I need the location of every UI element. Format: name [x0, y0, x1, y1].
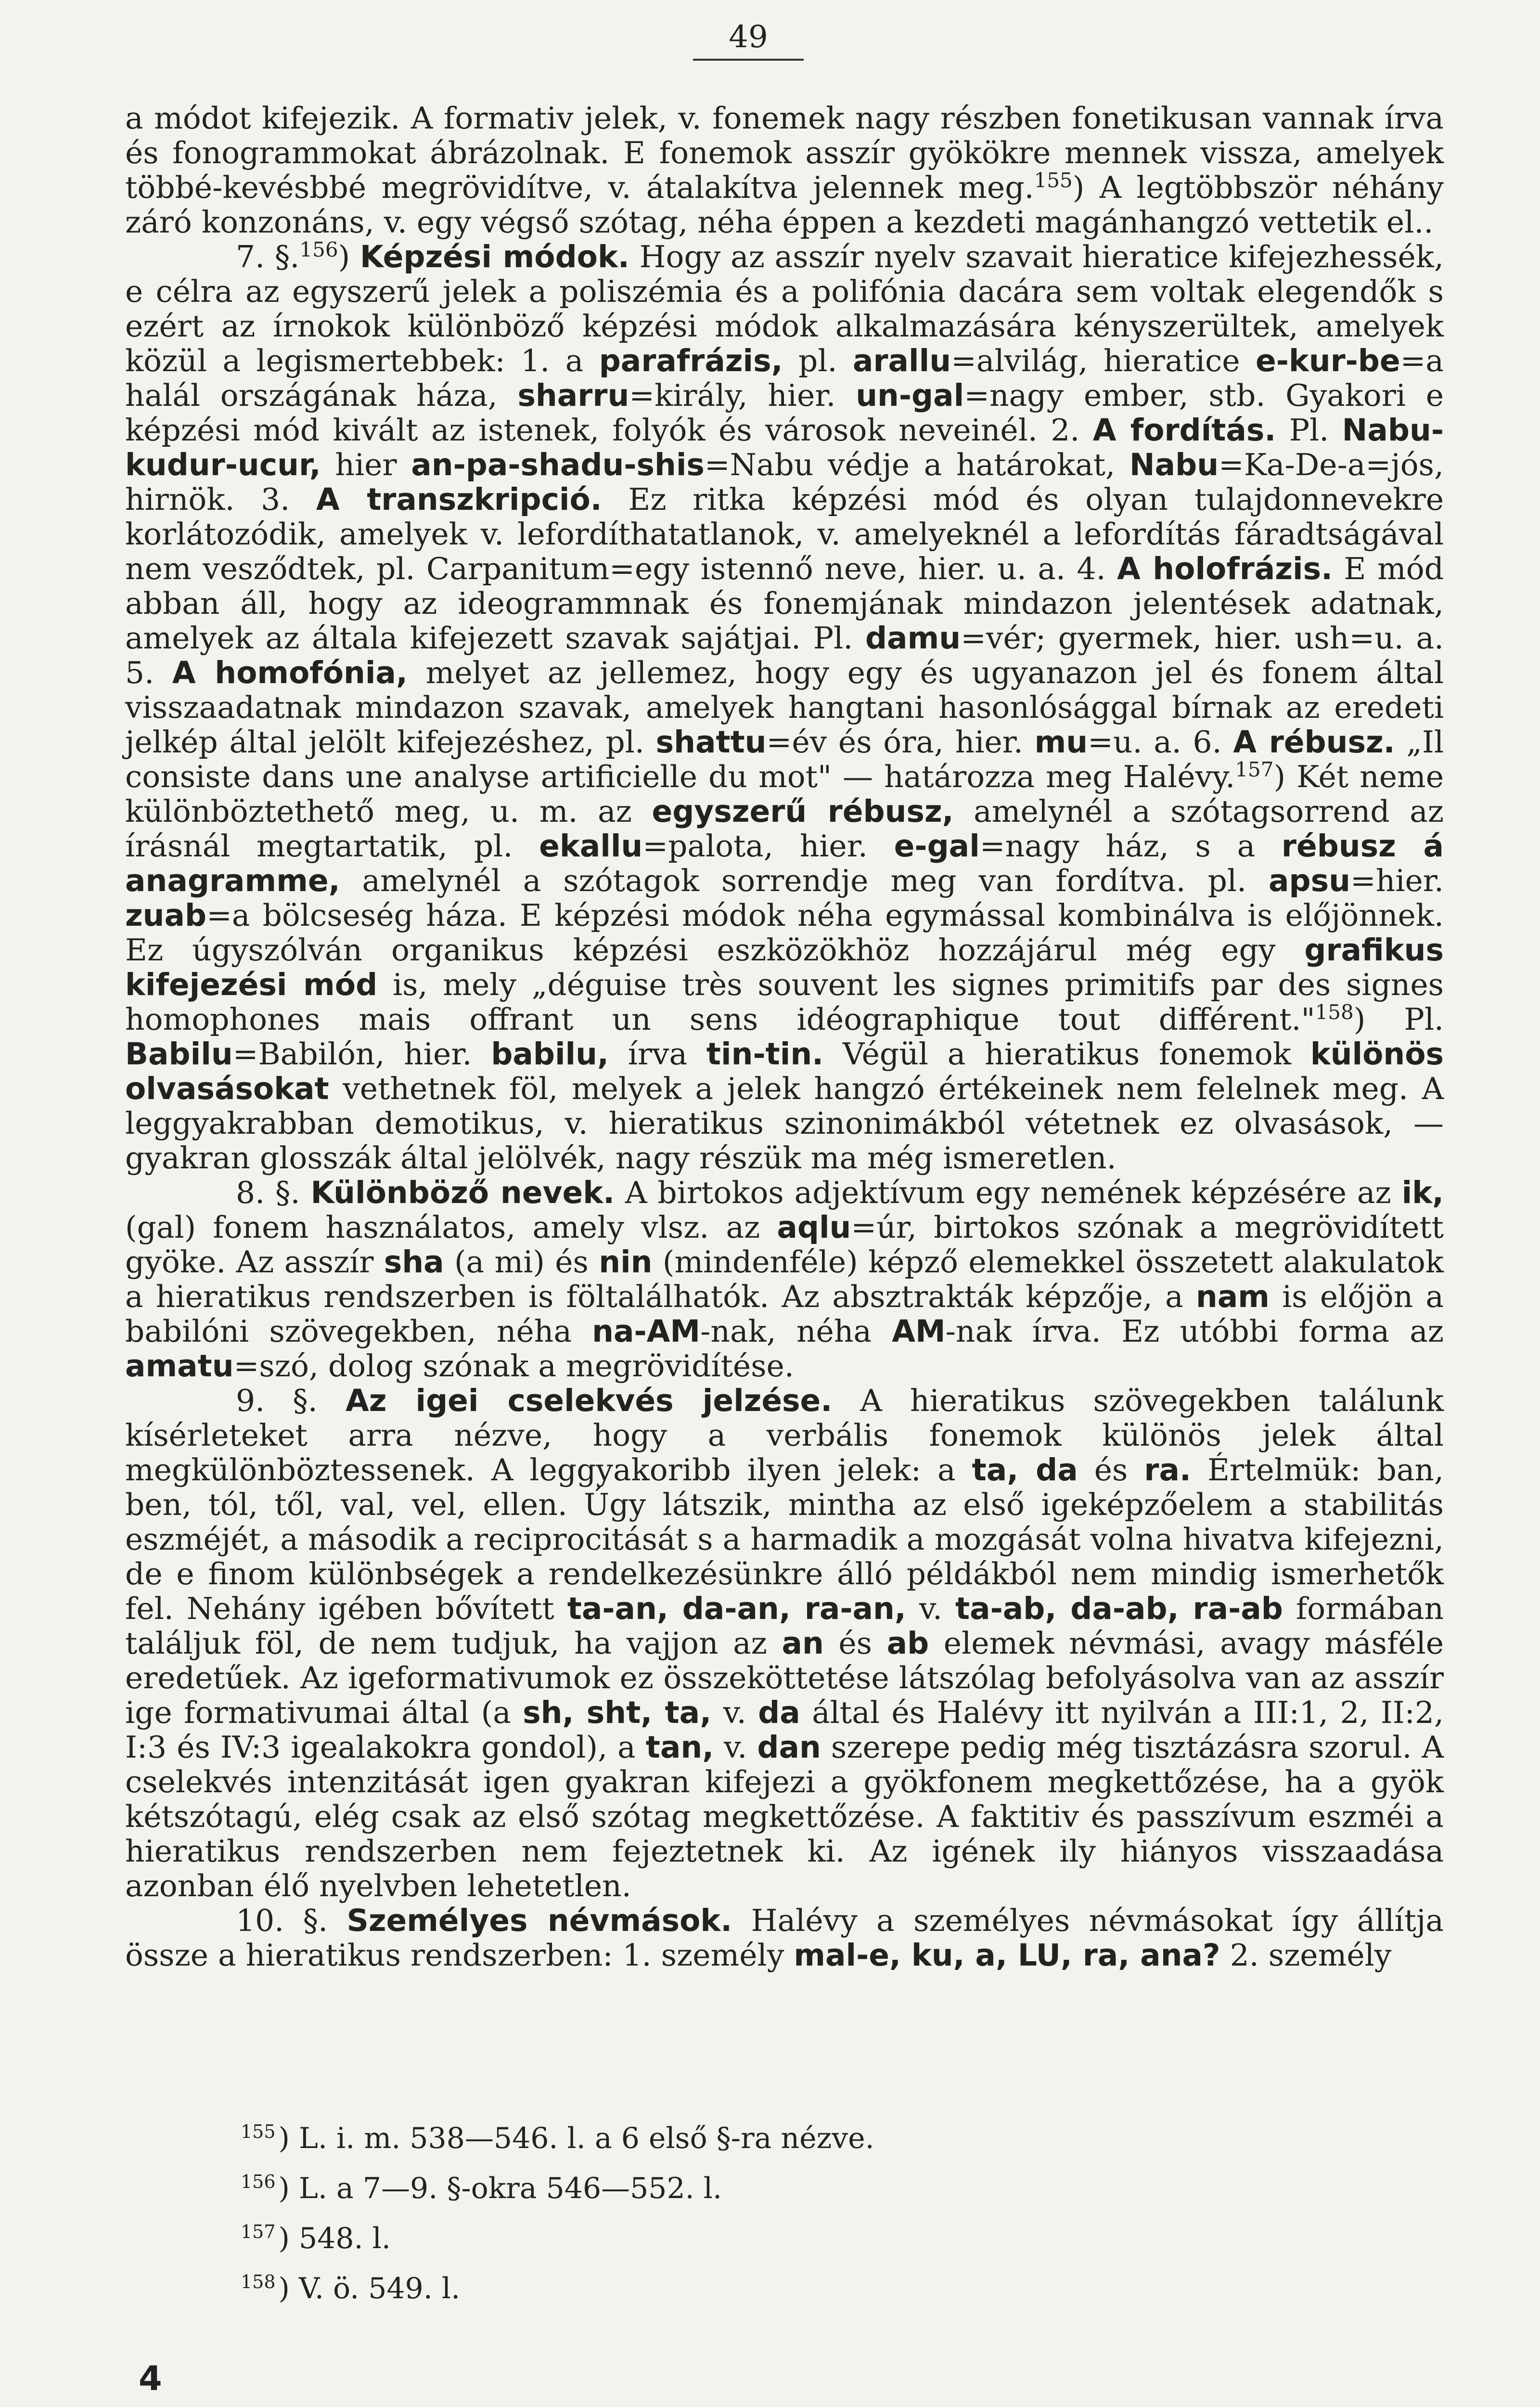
bold-term: nam	[1195, 1279, 1270, 1314]
text-run: amelynél a szótagsorrend az írásnál megtartatik, pl.	[125, 794, 1444, 864]
text-run: hier	[321, 447, 411, 482]
text-run: 10. §.	[236, 1903, 347, 1938]
text-run: =a halál országának háza,	[125, 343, 1444, 413]
text-run: v.	[906, 1591, 956, 1626]
bold-term: rébusz á anagramme,	[125, 828, 1444, 898]
footnote-155	[241, 2113, 1396, 2163]
text-run: is, mely „déguise très souvent les signes primitifs par des signes homophones mais offrant un sens idéographique tout différent."	[125, 967, 1444, 1037]
bold-term: Babilu	[125, 1036, 233, 1072]
bold-term: Nabu-kudur-ucur,	[125, 413, 1444, 482]
bold-term: tin-tin.	[706, 1036, 824, 1072]
bold-term: Az igei cselekvés jelzése.	[345, 1383, 833, 1418]
bold-term: A holofrázis.	[1117, 551, 1333, 586]
bold-term: ta-an, da-an, ra-an,	[567, 1591, 906, 1626]
bold-term: ekallu	[539, 828, 643, 864]
text-run: Hogy az asszír nyelv szavait hieratice kifejezhessék, e célra az egyszerű jelek a poliszémia és a polifónia dacára sem voltak elegendők s ezért az írnokok különböző képzési módok alkalmazására kényszerültek, amelyek közül a legismertebbek: 1. a	[125, 239, 1444, 378]
footnote-number: 158	[241, 2271, 276, 2292]
text-run: vethetnek föl, melyek a jelek hangzó értékeinek nem felelnek meg. A leggyakrabban demotikus, v. hieratikus szinonimákból vétetnek ez olvasások, — gyakran glosszák által jelölvék, nagy részük ma még ismeretlen.	[125, 1071, 1444, 1176]
page-number: 49	[693, 19, 804, 61]
text-run: Pl.	[1276, 413, 1342, 448]
paragraph-p5	[125, 1903, 1444, 1973]
text-run: =Nabu védje a határokat,	[704, 447, 1129, 482]
text-run: ) Két neme különböztethető meg, u. m. az	[125, 759, 1444, 829]
bold-term: mu	[1034, 725, 1088, 760]
text-run: )	[338, 239, 360, 274]
bold-term: sh, sht, ta,	[523, 1695, 712, 1730]
text-run: -nak írva. Ez utóbbi forma az	[945, 1314, 1444, 1349]
footnote-reference: 158	[1315, 1000, 1354, 1024]
bold-term: ab	[886, 1626, 929, 1661]
bold-term: e-kur-be	[1255, 343, 1400, 378]
text-run: 2. személy	[1220, 1938, 1392, 1973]
bold-term: dan	[757, 1730, 821, 1765]
bold-term: A homofónia,	[172, 655, 408, 690]
footnote-number: 157	[241, 2221, 276, 2242]
text-run: írva	[608, 1036, 706, 1072]
bold-term: sha	[384, 1244, 444, 1280]
text-run: 7. §.	[236, 239, 300, 274]
text-run: A birtokos adjektívum egy nemének képzésére az	[615, 1175, 1402, 1210]
text-run: „Il consiste dans une analyse artificielle du mot" — határozza meg Halévy.	[125, 725, 1444, 794]
text-run: =a bölcseség háza. E képzési módok néha egymással kombinálva is előjönnek. Ez úgyszólván organikus képzési eszközökhöz hozzájárul még egy	[125, 898, 1444, 968]
bold-term: na-AM	[592, 1314, 701, 1349]
text-run: =nagy ház, s a	[979, 828, 1282, 864]
text-run: v.	[714, 1730, 757, 1765]
bold-term: da	[758, 1695, 800, 1730]
text-run: (mindenféle) képző elemekkel összetett alakulatok a hieratikus rendszerben is föltalálhatók. Az absztrakták képzője, a	[125, 1244, 1444, 1314]
paragraph-p2	[125, 240, 1444, 1176]
bold-term: an	[782, 1626, 824, 1661]
printer-signature-mark: 4	[139, 2359, 162, 2398]
text-run: =palota, hier.	[642, 828, 894, 864]
footnote-157	[241, 2213, 1396, 2264]
text-run: és	[1078, 1452, 1144, 1488]
bold-term: A transzkripció.	[316, 482, 602, 517]
text-run: és	[823, 1626, 887, 1661]
bold-term: Nabu	[1129, 447, 1219, 482]
text-run: formában találjuk föl, de nem tudjuk, ha vajjon az	[125, 1591, 1444, 1661]
text-run: elemek névmási, avagy másféle eredetűek. Az igeformativumok ez összeköttetése látszólag befolyásolva van az asszír ige formativumai által (a	[125, 1626, 1444, 1730]
bold-term: zuab	[125, 898, 207, 933]
bold-term: babilu,	[491, 1036, 609, 1072]
bold-term: egyszerű rébusz,	[652, 794, 954, 829]
bold-term: Különböző nevek.	[310, 1175, 615, 1210]
footnote-text: ) L. i. m. 538—546. l. a 6 első §-ra nézve.	[278, 2122, 874, 2155]
footnote-156	[241, 2163, 1396, 2213]
bold-term: ta-ab, da-ab, ra-ab	[955, 1591, 1283, 1626]
text-run: (a mi) és	[444, 1244, 599, 1280]
bold-term: un-gal	[856, 378, 964, 413]
footnote-text: ) L. a 7—9. §-okra 546—552. l.	[278, 2172, 722, 2205]
footnote-reference: 156	[299, 238, 338, 261]
text-run: -nak, néha	[700, 1314, 892, 1349]
bold-term: ta, da	[972, 1452, 1078, 1488]
bold-term: grafikus kifejezési mód	[125, 932, 1444, 1002]
bold-term: különös olvasásokat	[125, 1036, 1444, 1106]
text-run: Ez ritka képzési mód és olyan tulajdonnevekre korlátozódik, amelyek v. lefordíthatatlanok, v. amelyeknél a lefordítás fáradtságával nem vesződtek, pl. Carpanitum=egy istennő neve, hier. u. a. 4.	[125, 482, 1444, 586]
text-run: =év és óra, hier.	[766, 725, 1035, 760]
footnote-number: 156	[241, 2171, 276, 2192]
paragraph-p1	[125, 101, 1444, 240]
text-run: ) A legtöbbször néhány záró konzonáns, v. egy végső szótag, néha éppen a kezdeti magánhangzó vettetik el..	[125, 170, 1444, 240]
bold-term: apsu	[1269, 863, 1350, 898]
text-run: 9. §.	[236, 1383, 346, 1418]
text-run: =alvilág, hieratice	[951, 343, 1256, 378]
footnotes	[241, 2113, 1396, 2314]
bold-term: amatu	[125, 1348, 234, 1384]
text-run: által és Halévy itt nyilván a III:1, 2, II:2, I:3 és IV:3 igealakokra gondol), a	[125, 1695, 1444, 1765]
text-run: is előjön a babilóni szövegekben, néha	[125, 1279, 1444, 1349]
text-run: =szó, dolog szónak a megrövidítése.	[233, 1348, 794, 1384]
text-run: Végül a hieratikus fonemok	[823, 1036, 1310, 1072]
bold-term: shattu	[655, 725, 767, 760]
paragraph-p3	[125, 1176, 1444, 1384]
text-run: 8. §.	[236, 1175, 311, 1210]
bold-term: e-gal	[894, 828, 980, 864]
text-run: Halévy a személyes névmásokat így állítja össze a hieratikus rendszerben: 1. személy	[125, 1903, 1444, 1973]
footnote-number: 155	[241, 2121, 276, 2142]
text-run: =Ka-De-a=jós, hirnök. 3.	[125, 447, 1444, 517]
bold-term: arallu	[852, 343, 951, 378]
bold-term: damu	[865, 621, 961, 656]
bold-term: Személyes névmások.	[346, 1903, 732, 1938]
text-run: =Babilón, hier.	[232, 1036, 491, 1072]
bold-term: aqlu	[777, 1210, 851, 1245]
paragraph-p4	[125, 1384, 1444, 1903]
footnote-text: ) V. ö. 549. l.	[278, 2272, 461, 2305]
text-run: melyet az jellemez, hogy egy és ugyanazon jel és fonem által visszaadatnak mindazon szavak, amelyek hangtani hasonlósággal bírnak az eredeti jelkép által jelölt kifejezéshez, pl.	[125, 655, 1444, 760]
bold-term: ik,	[1401, 1175, 1444, 1210]
bold-term: A fordítás.	[1092, 413, 1276, 448]
text-run: szerepe pedig még tisztázásra szorul. A cselekvés intenzitását igen gyakran kifejezi a gyökfonem megkettőzése, ha a gyök kétszótagú, elég csak az első szótag megkettőzése. A faktitiv és passzívum eszméi a hieratikus rendszerben nem fejeztetnek ki. Az igének ily hiányos visszaadása azonban élő nyelvben lehetetlen.	[125, 1730, 1444, 1903]
bold-term: mal-e, ku, a, LU, ra, ana?	[794, 1938, 1220, 1973]
text-run: =u. a. 6.	[1088, 725, 1233, 760]
footnote-text: ) 548. l.	[278, 2222, 391, 2255]
text-run: =vér; gyermek, hier. ush=u. a. 5.	[125, 621, 1444, 690]
text-run: Értelmük: ban, ben, tól, től, val, vel, ellen. Úgy látszik, mintha az első igeképzőelem a stabilitás eszméjét, a második a reciprocitását s a harmadik a mozgását volna hivatva kifejezni, de e finom különbségek a rendelkezésünkre álló példákból nem mindig ismerhetők fel. Nehány igében bővített	[125, 1452, 1444, 1626]
text-run: pl.	[783, 343, 853, 378]
bold-term: parafrázis,	[599, 343, 783, 378]
text-run: =hier.	[1350, 863, 1444, 898]
bold-term: AM	[892, 1314, 946, 1349]
footnote-reference: 157	[1235, 758, 1274, 781]
bold-term: sharru	[517, 378, 629, 413]
text-run: =nagy ember, stb. Gyakori e képzési mód kivált az istenek, folyók és városok neveinél. 2.	[125, 378, 1444, 448]
bold-term: an-pa-shadu-shis	[411, 447, 705, 482]
footnote-reference: 155	[1034, 168, 1073, 192]
text-run: A hieratikus szövegekben találunk kísérleteket arra nézve, hogy a verbális fonemok különös jelek által megkülönböztessenek. A leggyakoribb ilyen jelek: a	[125, 1383, 1444, 1488]
body-text	[125, 101, 1444, 1973]
text-run: a módot kifejezik. A formativ jelek, v. fonemek nagy részben fonetikusan vannak írva és fonogrammokat ábrázolnak. E fonemok asszír gyökökre mennek vissza, amelyek többé-kevésbbé megrövidítve, v. átalakítva jelennek meg.	[125, 101, 1444, 205]
footnote-158	[241, 2264, 1396, 2314]
bold-term: tan,	[645, 1730, 714, 1765]
bold-term: A rébusz.	[1233, 725, 1395, 760]
bold-term: Képzési módok.	[359, 239, 629, 274]
bold-term: ra.	[1144, 1452, 1191, 1488]
text-run: amelynél a szótagok sorrendje meg van fordítva. pl.	[340, 863, 1269, 898]
text-run: =úr, birtokos szónak a megrövidített gyöke. Az asszír	[125, 1210, 1444, 1280]
text-run: v.	[711, 1695, 758, 1730]
bold-term: nin	[599, 1244, 653, 1280]
text-run: E mód abban áll, hogy az ideogrammnak és fonemjának mindazon jelentések adatnak, amelyek az általa kifejezett szavak sajátjai. Pl.	[125, 551, 1444, 656]
text-run: ) Pl.	[1353, 1002, 1444, 1037]
text-run: (gal) fonem használatos, amely vlsz. az	[125, 1210, 777, 1245]
text-run: =király, hier.	[629, 378, 856, 413]
